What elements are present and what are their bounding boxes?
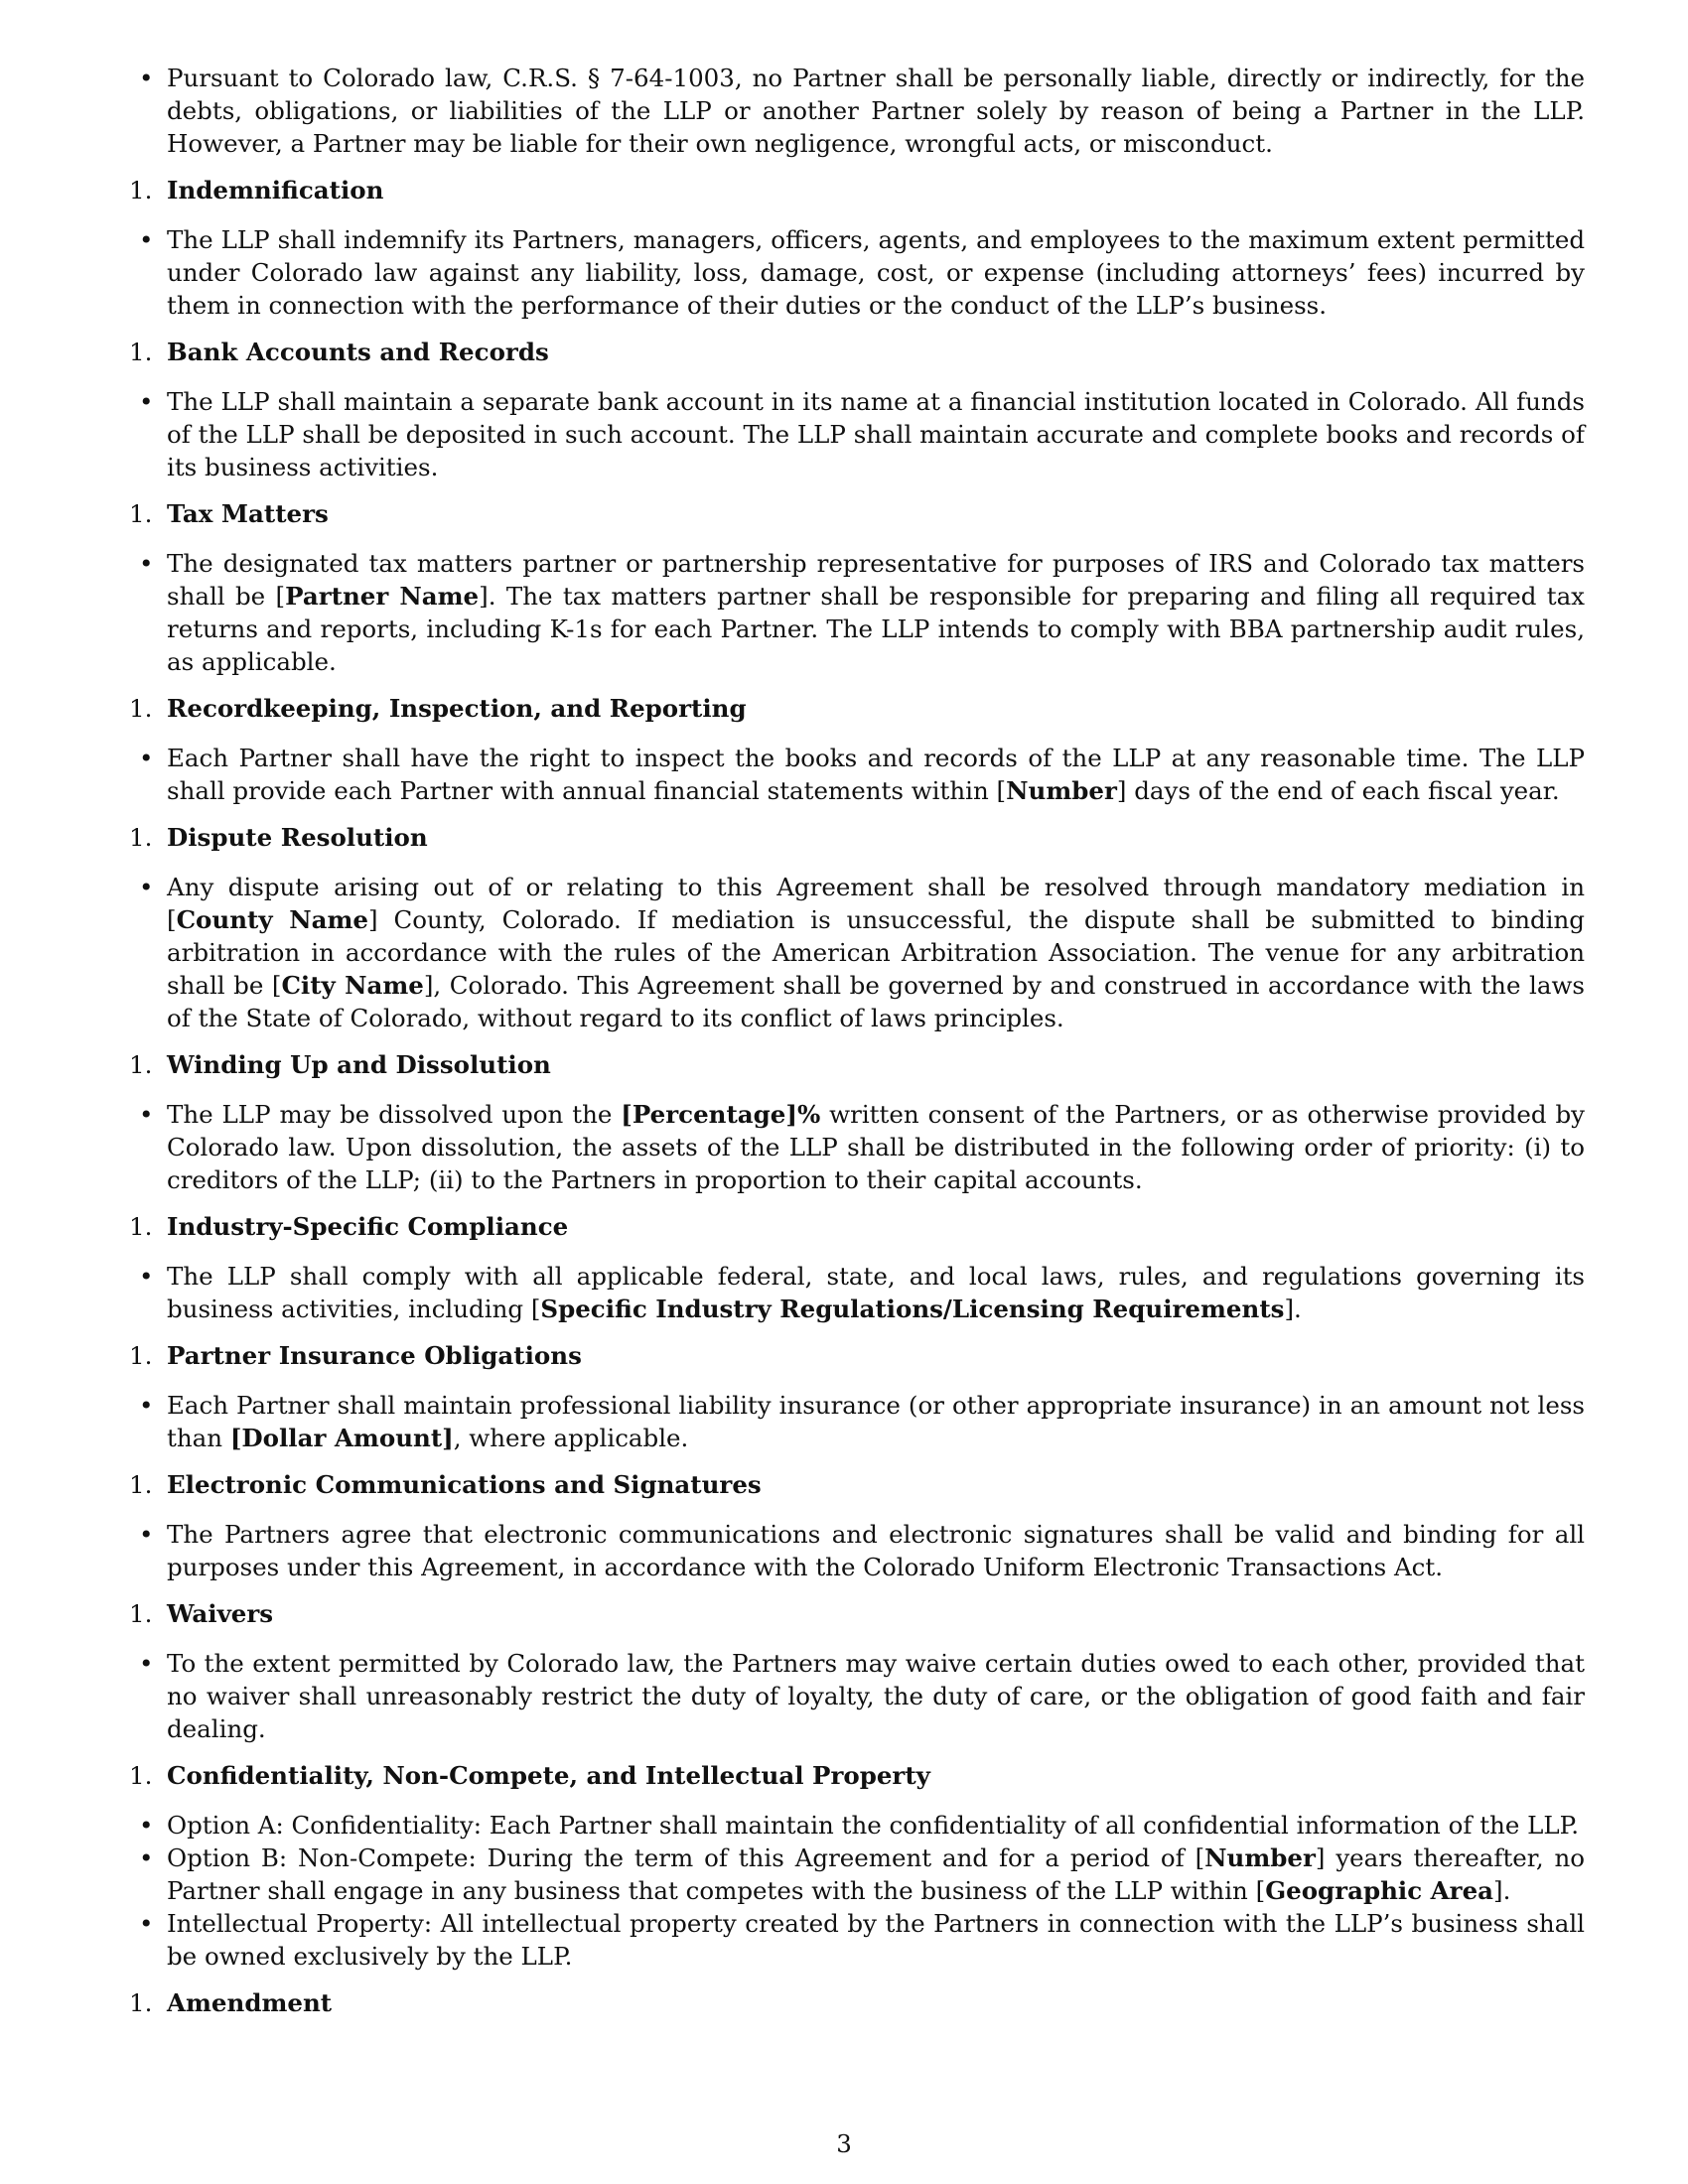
section-number: 1. xyxy=(129,1212,153,1241)
section-heading-bank-accounts xyxy=(129,336,1585,368)
section-bullets xyxy=(167,1260,1585,1325)
section-title: Industry-Specific Compliance xyxy=(167,1212,569,1241)
placeholder-field: Number xyxy=(1006,776,1117,805)
section-bullets xyxy=(167,871,1585,1034)
page-number: 3 xyxy=(836,2129,852,2158)
section-bullets xyxy=(167,742,1585,807)
section-heading-winding-up xyxy=(129,1048,1585,1081)
section-title: Indemnification xyxy=(167,176,384,205)
placeholder-field: Geographic Area xyxy=(1265,1876,1494,1905)
section-title: Amendment xyxy=(167,1988,333,2017)
section-heading-waivers xyxy=(129,1597,1585,1630)
bullet-item: • Pursuant to Colorado law, C.R.S. § 7-64-1003, no Partner shall be personally liable, directly or indirectly, for the debts, obligations, or liabilities of the LLP or another Partner solely by reason of being a Partner in the LLP. However, a Partner may be liable for their own negligence, wrongful acts, or misconduct. xyxy=(167,62,1585,160)
section-heading-recordkeeping xyxy=(129,692,1585,725)
section-title: Winding Up and Dissolution xyxy=(167,1050,551,1079)
section-number: 1. xyxy=(129,1470,153,1499)
section-title: Confidentiality, Non-Compete, and Intellectual Property xyxy=(167,1761,930,1790)
section-bullets xyxy=(167,223,1585,322)
section-bullets xyxy=(167,1647,1585,1745)
placeholder-field: Number xyxy=(1204,1843,1316,1872)
placeholder-field: City Name xyxy=(281,971,424,1000)
section-bullets xyxy=(167,1809,1585,1973)
section-heading-dispute-resolution xyxy=(129,821,1585,854)
section-title: Tax Matters xyxy=(167,499,329,528)
section-title: Recordkeeping, Inspection, and Reporting xyxy=(167,694,747,723)
section-bullets xyxy=(167,1098,1585,1196)
section-title: Dispute Resolution xyxy=(167,823,428,852)
bullet-item: • The designated tax matters partner or partnership representative for purposes of IRS and Colorado tax matters shall be [Partner Name]. The tax matters partner shall be responsible for preparing and filing all required tax returns and reports, including K-1s for each Partner. The LLP intends to comply with BBA partnership audit rules, as applicable. xyxy=(167,547,1585,678)
section-heading-industry-compliance xyxy=(129,1210,1585,1243)
placeholder-field: Specific Industry Regulations/Licensing Requirements xyxy=(540,1295,1285,1323)
bullet-item: • Each Partner shall have the right to inspect the books and records of the LLP at any reasonable time. The LLP shall provide each Partner with annual financial statements within [Number] days of the end of each fiscal year. xyxy=(167,742,1585,807)
section-heading-partner-insurance xyxy=(129,1339,1585,1372)
placeholder-field: County Name xyxy=(176,905,368,934)
placeholder-field: [Percentage]% xyxy=(621,1100,821,1129)
bullet-item: • The LLP shall comply with all applicable federal, state, and local laws, rules, and regulations governing its business activities, including [Specific Industry Regulations/Licensing Requirements]. xyxy=(167,1260,1585,1325)
section-heading-confidentiality xyxy=(129,1759,1585,1792)
section-heading-indemnification xyxy=(129,174,1585,206)
placeholder-field: [Dollar Amount] xyxy=(229,1424,454,1452)
section-number: 1. xyxy=(129,1341,153,1370)
bullet-item: • Option A: Confidentiality: Each Partner shall maintain the confidentiality of all confidential information of the LLP. xyxy=(167,1809,1585,1842)
section-bullets xyxy=(167,547,1585,678)
section-title: Bank Accounts and Records xyxy=(167,338,549,366)
section-number: 1. xyxy=(129,338,153,366)
section-heading-electronic-communications xyxy=(129,1468,1585,1501)
section-bullets xyxy=(167,385,1585,483)
section-number: 1. xyxy=(129,1761,153,1790)
section-number: 1. xyxy=(129,499,153,528)
section-heading-tax-matters xyxy=(129,497,1585,530)
section-title: Electronic Communications and Signatures xyxy=(167,1470,762,1499)
bullet-item: • The LLP may be dissolved upon the [Percentage]% written consent of the Partners, or as otherwise provided by Colorado law. Upon dissolution, the assets of the LLP shall be distributed in the following order of priority: (i) to creditors of the LLP; (ii) to the Partners in proportion to their capital accounts. xyxy=(167,1098,1585,1196)
section-number: 1. xyxy=(129,176,153,205)
section-number: 1. xyxy=(129,1599,153,1628)
bullet-item: • The LLP shall indemnify its Partners, managers, officers, agents, and employees to the maximum extent permitted under Colorado law against any liability, loss, damage, cost, or expense (including attorneys’ fees) incurred by them in connection with the performance of their duties or the conduct of the LLP’s business. xyxy=(167,223,1585,322)
section-heading-amendment xyxy=(129,1986,1585,2019)
intro-bullets xyxy=(167,62,1585,160)
bullet-item: • Intellectual Property: All intellectual property created by the Partners in connection with the LLP’s business shall be owned exclusively by the LLP. xyxy=(167,1907,1585,1973)
section-title: Partner Insurance Obligations xyxy=(167,1341,582,1370)
section-number: 1. xyxy=(129,1050,153,1079)
section-bullets xyxy=(167,1389,1585,1454)
section-bullets xyxy=(167,1518,1585,1583)
section-number: 1. xyxy=(129,694,153,723)
section-title: Waivers xyxy=(167,1599,274,1628)
bullet-item: • Option B: Non-Compete: During the term of this Agreement and for a period of [Number] years thereafter, no Partner shall engage in any business that competes with the business of the LLP within [Geographic Area]. xyxy=(167,1842,1585,1907)
bullet-item: • Any dispute arising out of or relating to this Agreement shall be resolved through mandatory mediation in [County Name] County, Colorado. If mediation is unsuccessful, the dispute shall be submitted to binding arbitration in accordance with the rules of the American Arbitration Association. The venue for any arbitration shall be [City Name], Colorado. This Agreement shall be governed by and construed in accordance with the laws of the State of Colorado, without regard to its conflict of laws principles. xyxy=(167,871,1585,1034)
section-number: 1. xyxy=(129,1988,153,2017)
section-number: 1. xyxy=(129,823,153,852)
bullet-item: • Each Partner shall maintain professional liability insurance (or other appropriate insurance) in an amount not less than [Dollar Amount], where applicable. xyxy=(167,1389,1585,1454)
placeholder-field: Partner Name xyxy=(285,582,480,611)
bullet-item: • The LLP shall maintain a separate bank account in its name at a financial institution located in Colorado. All funds of the LLP shall be deposited in such account. The LLP shall maintain accurate and complete books and records of its business activities. xyxy=(167,385,1585,483)
bullet-item: • The Partners agree that electronic communications and electronic signatures shall be valid and binding for all purposes under this Agreement, in accordance with the Colorado Uniform Electronic Transactions Act. xyxy=(167,1518,1585,1583)
bullet-item: • To the extent permitted by Colorado law, the Partners may waive certain duties owed to each other, provided that no waiver shall unreasonably restrict the duty of loyalty, the duty of care, or the obligation of good faith and fair dealing. xyxy=(167,1647,1585,1745)
